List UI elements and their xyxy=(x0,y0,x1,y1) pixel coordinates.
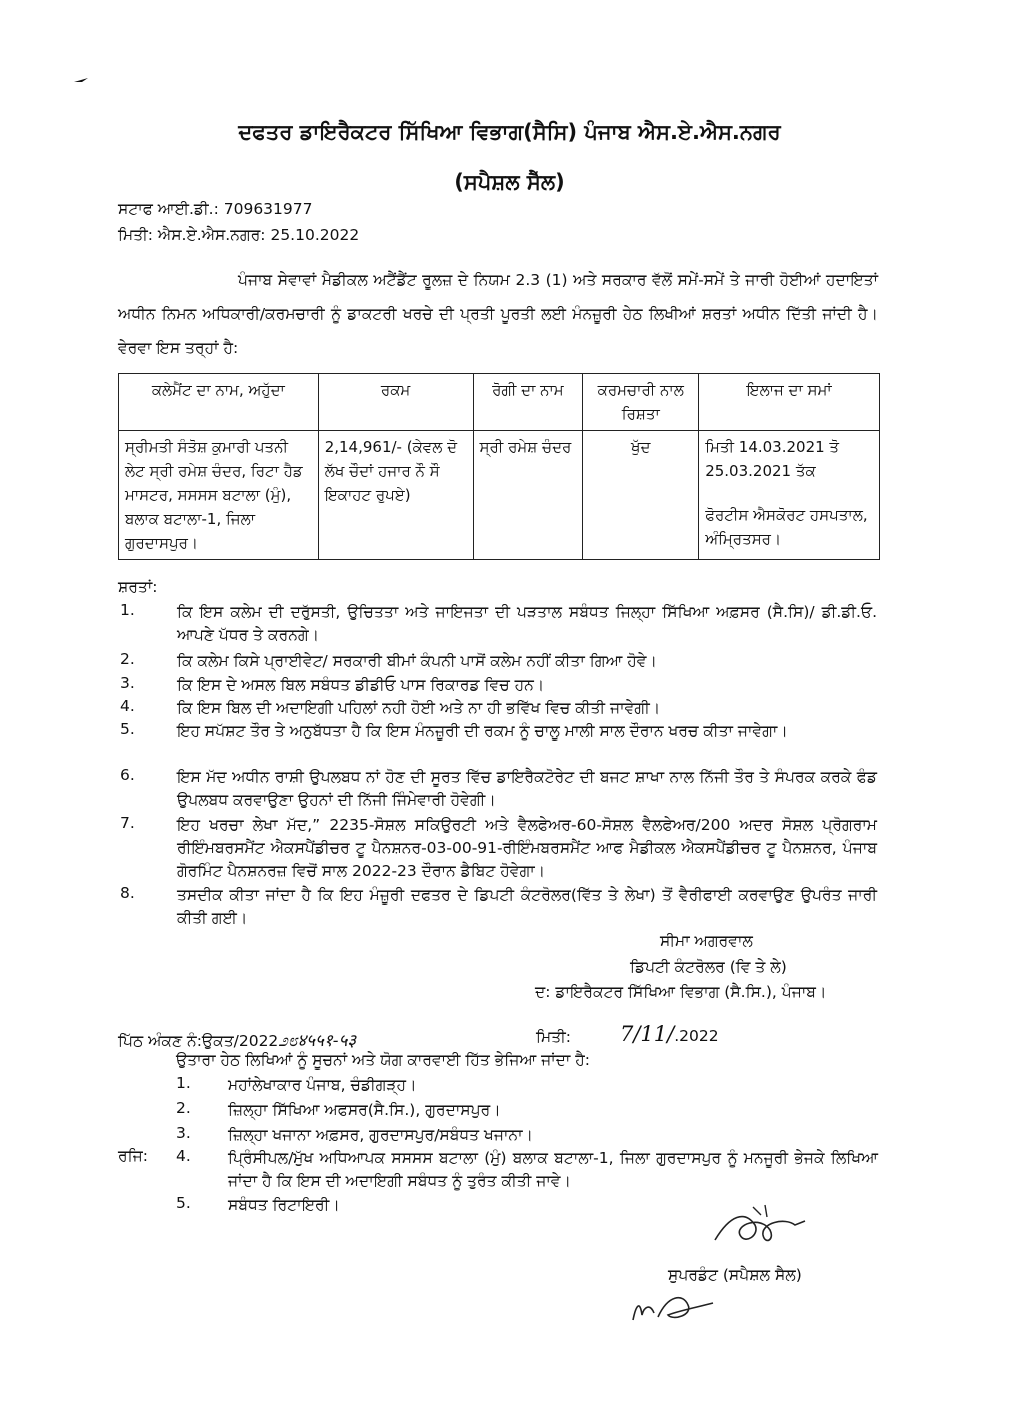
condition-number: 7. xyxy=(120,814,135,832)
copy-recipient: ਜ਼ਿਲ੍ਹਾ ਸਿੱਖਿਆ ਅਫਸਰ(ਸੈ.ਸਿ.), ਗੁਰਦਾਸਪੁਰ। xyxy=(228,1101,501,1119)
endorsement-date-label: ਮਿਤੀ: xyxy=(536,1028,571,1046)
endorsement-prefix: ਪਿੱਠ ਅੰਕਣ ਨੰ:ਉਕਤ/2022 xyxy=(118,1032,279,1050)
signatory-designation: ਡਿਪਟੀ ਕੰਟਰੋਲਰ (ਵਿ ਤੇ ਲੇ) xyxy=(630,958,787,976)
date-year: .2022 xyxy=(674,1027,719,1045)
table-row xyxy=(119,431,880,560)
office-title: ਦਫਤਰ ਡਾਇਰੈਕਟਰ ਸਿੱਖਿਆ ਵਿਭਾਗ(ਸੈਸਿ) ਪੰਜਾਬ ਐਸ.ਏ.ਐਸ.ਨਗਰ xyxy=(238,120,781,144)
condition-text: ਤਸਦੀਕ ਕੀਤਾ ਜਾਂਦਾ ਹੈ ਕਿ ਇਹ ਮੰਜ਼ੂਰੀ ਦਫਤਰ ਦੇ ਡਿਪਟੀ ਕੰਟਰੋਲਰ(ਵਿੱਤ ਤੇ ਲੇਖਾ) ਤੋਂ ਵੈਰੀਫਾਈ ਕਰਵਾਉਣ ਉਪਰੰਤ ਜਾਰੀ ਕੀਤੀ ਗਈ। xyxy=(177,886,877,927)
claims-table xyxy=(118,373,880,560)
cell-amount: 2,14,961/- (ਕੇਵਲ ਦੋ ਲੱਖ ਚੌਦਾਂ ਹਜਾਰ ਨੌ ਸੌ ਇਕਾਹਟ ਰੁਪਏ) xyxy=(318,431,473,560)
condition-text: ਕਿ ਇਸ ਬਿਲ ਦੀ ਅਦਾਇਗੀ ਪਹਿਲਾਂ ਨਹੀ ਹੋਈ ਅਤੇ ਨਾ ਹੀ ਭਵਿੱਖ ਵਿਚ ਕੀਤੀ ਜਾਵੇਗੀ। xyxy=(177,699,661,717)
condition-text: ਕਿ ਇਸ ਦੇ ਅਸਲ ਬਿਲ ਸਬੰਧਤ ਡੀਡੀਓ ਪਾਸ ਰਿਕਾਰਡ ਵਿਚ ਹਨ। xyxy=(177,676,545,694)
cell-patient: ਸ੍ਰੀ ਰਮੇਸ਼ ਚੰਦਰ xyxy=(473,431,583,560)
signatory-office: ਦ: ਡਾਇਰੈਕਟਰ ਸਿੱਖਿਆ ਵਿਭਾਗ (ਸੈ.ਸਿ.), ਪੰਜਾਬ। xyxy=(535,983,827,1001)
stray-mark xyxy=(70,72,100,92)
handwritten-number: ೨೮४५५१-५३ xyxy=(278,1031,357,1051)
staff-id: ਸਟਾਫ ਆਈ.ਡੀ.: 709631977 xyxy=(118,200,313,218)
condition-text: ਇਸ ਮੱਦ ਅਧੀਨ ਰਾਸ਼ੀ ਉਪਲਬਧ ਨਾਂ ਹੋਣ ਦੀ ਸੂਰਤ ਵਿੱਚ ਡਾਇਰੈਕਟੋਰੇਟ ਦੀ ਬਜਟ ਸ਼ਾਖਾ ਨਾਲ ਨਿੱਜੀ ਤੌਰ ਤੇ ਸੰਪਰਕ ਕਰਕੇ ਫੰਡ ਉਪਲਬਧ ਕਰਵਾਉਣਾ ਉਹਨਾਂ ਦੀ ਨਿੱਜੀ ਜਿੰਮੇਵਾਰੀ ਹੋਵੇਗੀ। xyxy=(177,768,877,809)
intro-paragraph: ਪੰਜਾਬ ਸੇਵਾਵਾਂ ਮੈਡੀਕਲ ਅਟੈਂਡੈਂਟ ਰੂਲਜ਼ ਦੇ ਨਿਯਮ 2.3 (1) ਅਤੇ ਸਰਕਾਰ ਵੱਲੋਂ ਸਮੇਂ-ਸਮੇਂ ਤੇ ਜਾਰੀ ਹੋਈਆਂ ਹਦਾਇਤਾਂ ਅਧੀਨ ਨਿਮਨ ਅਧਿਕਾਰੀ/ਕਰਮਚਾਰੀ ਨੂੰ ਡਾਕਟਰੀ ਖਰਚੇ ਦੀ ਪ੍ਰਤੀ ਪੂਰਤੀ ਲਈ ਮੰਨਜ਼ੂਰੀ ਹੇਠ ਲਿਖੀਆਂ ਸ਼ਰਤਾਂ ਅਧੀਨ ਦਿੱਤੀ ਜਾਂਦੀ ਹੈ। ਵੇਰਵਾ ਇਸ ਤਰ੍ਹਾਂ ਹੈ: xyxy=(118,271,878,357)
cell-relation: ਖੁੱਦ xyxy=(583,431,699,560)
endorsement-intro: ਉਤਾਰਾ ਹੇਠ ਲਿਖਿਆਂ ਨੂੰ ਸੂਚਨਾਂ ਅਤੇ ਯੋਗ ਕਾਰਵਾਈ ਹਿੱਤ ਭੇਜਿਆ ਜਾਂਦਾ ਹੈ: xyxy=(176,1051,591,1069)
condition-text: ਇਹ ਸਪੱਸ਼ਟ ਤੌਰ ਤੇ ਅਨੁਬੱਧਤਾ ਹੈ ਕਿ ਇਸ ਮੰਨਜ਼ੂਰੀ ਦੀ ਰਕਮ ਨੂੰ ਚਾਲੂ ਮਾਲੀ ਸਾਲ ਦੌਰਾਨ ਖਰਚ ਕੀਤਾ ਜਾਵੇਗਾ। xyxy=(177,722,788,740)
header-relation: ਕਰਮਚਾਰੀ ਨਾਲ ਰਿਸ਼ਤਾ xyxy=(583,374,699,431)
condition-number: 8. xyxy=(120,884,135,902)
registered-label: ਰਜਿ: xyxy=(118,1147,148,1165)
hospital-name: ਫੋਰਟੀਸ ਐਸਕੋਰਟ ਹਸਪਤਾਲ, ਅੰਮ੍ਰਿਤਸਰ। xyxy=(705,506,868,548)
copy-number: 2. xyxy=(176,1099,191,1117)
condition-number: 1. xyxy=(120,601,135,619)
copy-number: 4. xyxy=(176,1147,191,1165)
endorsement-date xyxy=(620,1022,719,1046)
condition-text: ਕਿ ਕਲੇਮ ਕਿਸੇ ਪ੍ਰਾਈਵੇਟ/ ਸਰਕਾਰੀ ਬੀਮਾਂ ਕੰਪਨੀ ਪਾਸੋਂ ਕਲੇਮ ਨਹੀਂ ਕੀਤਾ ਗਿਆ ਹੋਵੇ। xyxy=(177,652,657,670)
condition-text: ਇਹ ਖਰਚਾ ਲੇਖਾ ਮੱਦ,” 2235-ਸੋਸ਼ਲ ਸਕਿਉਰਟੀ ਅਤੇ ਵੈਲਫੇਅਰ-60-ਸੋਸ਼ਲ ਵੈਲਫੇਅਰ/200 ਅਦਰ ਸੋਸ਼ਲ ਪ੍ਰੋਗਰਾਮ ਰੀਇੰਮਬਰਸਮੈਂਟ ਐਕਸਪੈਂਡੀਚਰ ਟੂ ਪੈਨਸ਼ਨਰ-03-00-91-ਰੀਇੰਮਬਰਸਮੈਂਟ ਆਫ ਮੈਡੀਕਲ ਐਕਸਪੈਂਡੀਚਰ ਟੂ ਪੈਨਸ਼ਨਰ, ਪੰਜਾਬ ਗੋਰਮਿੰਟ ਪੈਨਸ਼ਨਰਜ਼ ਵਿਚੋਂ ਸਾਲ 2022-23 ਦੌਰਾਨ ਡੈਬਿਟ ਹੋਵੇਗਾ। xyxy=(177,816,877,880)
superintendent-designation: ਸੁਪਰਡੰਟ (ਸਪੈਸ਼ਲ ਸੈਲ) xyxy=(668,1266,802,1284)
condition-text: ਕਿ ਇਸ ਕਲੇਮ ਦੀ ਦਰੁੱਸਤੀ, ਉਚਿਤਤਾ ਅਤੇ ਜਾਇਜਤਾ ਦੀ ਪੜਤਾਲ ਸਬੰਧਤ ਜਿਲ੍ਹਾ ਸਿੱਖਿਆ ਅਫ਼ਸਰ (ਸੈ.ਸਿ)/ ਡੀ.ਡੀ.ਓ. ਆਪਣੇ ਪੱਧਰ ਤੇ ਕਰਨਗੇ। xyxy=(177,603,877,644)
condition-number: 3. xyxy=(120,674,135,692)
table-header-row xyxy=(119,374,880,431)
copy-recipient: ਮਹਾਂਲੇਖਾਕਾਰ ਪੰਜਾਬ, ਚੰਡੀਗੜ੍ਹ। xyxy=(228,1076,417,1094)
copy-recipient: ਸਬੰਧਤ ਰਿਟਾਇਰੀ। xyxy=(228,1196,340,1214)
cell-period xyxy=(699,431,880,560)
copy-number: 5. xyxy=(176,1194,191,1212)
signatory-name: ਸੀਮਾ ਅਗਰਵਾਲ xyxy=(660,932,753,950)
superintendent-signature xyxy=(705,1195,815,1265)
header-period: ਇਲਾਜ ਦਾ ਸਮਾਂ xyxy=(699,374,880,431)
condition-number: 4. xyxy=(120,697,135,715)
copy-recipient: ਜ਼ਿਲ੍ਹਾ ਖਜਾਨਾ ਅਫ਼ਸਰ, ਗੁਰਦਾਸਪੁਰ/ਸਬੰਧਤ ਖਜਾਨਾ। xyxy=(228,1126,533,1144)
copy-recipient: ਪ੍ਰਿੰਸੀਪਲ/ਮੁੱਖ ਅਧਿਆਪਕ ਸਸਸਸ ਬਟਾਲਾ (ਮੁੰ) ਬਲਾਕ ਬਟਾਲਾ-1, ਜਿਲਾ ਗੁਰਦਾਸਪੁਰ ਨੂੰ ਮਨਜੂਰੀ ਭੇਜਕੇ ਲਿਖਿਆ ਜਾਂਦਾ ਹੈ ਕਿ ਇਸ ਦੀ ਅਦਾਇਗੀ ਸਬੰਧਤ ਨੂੰ ਤੁਰੰਤ ਕੀਤੀ ਜਾਵੇ। xyxy=(228,1149,878,1190)
condition-number: 6. xyxy=(120,766,135,784)
header-patient: ਰੋਗੀ ਦਾ ਨਾਮ xyxy=(473,374,583,431)
endorsement-number xyxy=(118,1028,356,1051)
copy-number: 1. xyxy=(176,1074,191,1092)
conditions-label: ਸ਼ਰਤਾਂ: xyxy=(118,578,158,596)
cell-claimant: ਸ੍ਰੀਮਤੀ ਸੰਤੋਸ਼ ਕੁਮਾਰੀ ਪਤਨੀ ਲੇਟ ਸ੍ਰੀ ਰਮੇਸ਼ ਚੰਦਰ, ਰਿਟਾ ਹੈਡ ਮਾਸਟਰ, ਸਸਸਸ ਬਟਾਲਾ (ਮੁੰ), ਬਲਾਕ ਬਟਾਲਾ-1, ਜਿਲਾ ਗੁਰਦਾਸਪੁਰ। xyxy=(119,431,319,560)
office-subtitle: (ਸਪੈਸ਼ਲ ਸੈੱਲ) xyxy=(454,170,565,194)
condition-number: 2. xyxy=(120,650,135,668)
handwritten-date: 7/11/ xyxy=(620,1022,675,1046)
header-amount: ਰਕਮ xyxy=(318,374,473,431)
treatment-period: ਮਿਤੀ 14.03.2021 ਤੋ 25.03.2021 ਤੱਕ xyxy=(705,438,840,480)
header-claimant: ਕਲੇਮੈਂਟ ਦਾ ਨਾਮ, ਅਹੁੱਦਾ xyxy=(119,374,319,431)
condition-number: 5. xyxy=(120,720,135,738)
initials-signature xyxy=(628,1285,718,1330)
issue-date: ਮਿਤੀ: ਐਸ.ਏ.ਐਸ.ਨਗਰ: 25.10.2022 xyxy=(118,226,360,244)
copy-number: 3. xyxy=(176,1124,191,1142)
